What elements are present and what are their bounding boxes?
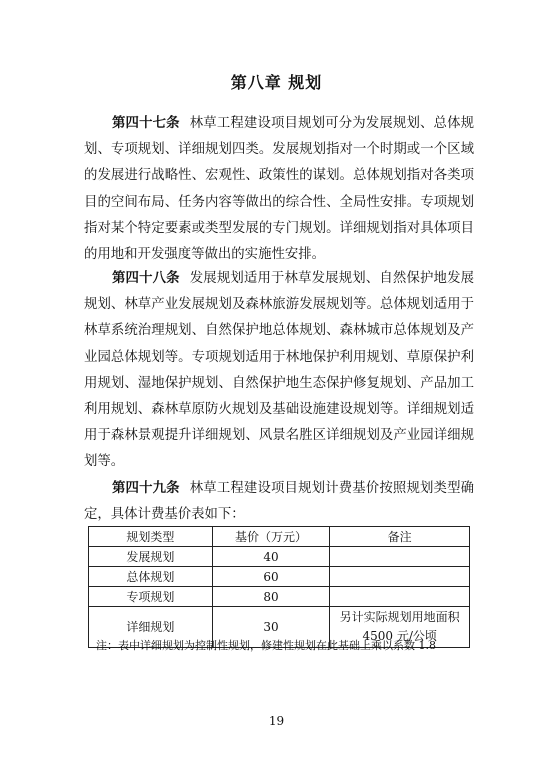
remark-line: 另计实际规划用地面积 xyxy=(339,610,460,624)
header-base-price: 基价（万元） xyxy=(212,527,330,547)
cell-plan-type: 详细规划 xyxy=(89,607,213,648)
article-heading: 第四十九条 xyxy=(112,481,180,496)
table-row xyxy=(89,567,470,587)
header-remark: 备注 xyxy=(330,527,470,547)
article-49 xyxy=(84,476,474,528)
table-note: 注：表中详细规划为控制性规划，修建性规划在此基础上乘以系数 1.8 xyxy=(96,639,436,652)
cell-base-price: 40 xyxy=(212,547,330,567)
cell-base-price: 30 xyxy=(212,607,330,648)
table-row xyxy=(89,587,470,607)
cell-plan-type: 总体规划 xyxy=(89,567,213,587)
article-heading: 第四十八条 xyxy=(112,271,180,286)
cell-plan-type: 发展规划 xyxy=(89,547,213,567)
table-row xyxy=(89,547,470,567)
cell-base-price: 80 xyxy=(212,587,330,607)
chapter-title: 第八章 规划 xyxy=(230,73,323,92)
cell-remark xyxy=(330,567,470,587)
article-body: 发展规划适用于林草发展规划、自然保护地发展规划、林草产业发展规划及森林旅游发展规划等。总体规划适用于林草系统治理规划、自然保护地总体规划、森林城市总体规划及产业园总体规划等。专项规划适用于林地保护利用规划、草原保护利用规划、湿地保护规划、自然保护地生态保护修复规划、产品加工利用规划、森林草原防火规划及基础设施建设规划等。详细规划适用于森林景观提升详细规划、风景名胜区详细规划及产业园详细规划等。 xyxy=(84,271,475,470)
cell-remark xyxy=(330,587,470,607)
article-heading: 第四十七条 xyxy=(112,116,180,131)
article-47 xyxy=(84,111,474,268)
cell-base-price: 60 xyxy=(212,567,330,587)
header-plan-type: 规划类型 xyxy=(89,527,213,547)
fee-base-table xyxy=(88,526,470,648)
cell-remark xyxy=(330,547,470,567)
article-body: 林草工程建设项目规划可分为发展规划、总体规划、专项规划、详细规划四类。发展规划指对一个时期或一个区域的发展进行战略性、宏观性、政策性的谋划。总体规划指对各类项目的空间布局、任务内容等做出的综合性、全局性安排。专项规划指对某个特定要素或类型发展的专门规划。详细规划指对具体项目的用地和开发强度等做出的实施性安排。 xyxy=(84,116,475,263)
table-header-row xyxy=(89,527,470,547)
remark-line: 4500 元/公顷 xyxy=(362,629,437,643)
article-body: 林草工程建设项目规划计费基价按照规划类型确定，具体计费基价表如下： xyxy=(84,481,475,523)
page-number: 19 xyxy=(268,714,285,728)
article-48 xyxy=(84,266,474,476)
cell-plan-type: 专项规划 xyxy=(89,587,213,607)
